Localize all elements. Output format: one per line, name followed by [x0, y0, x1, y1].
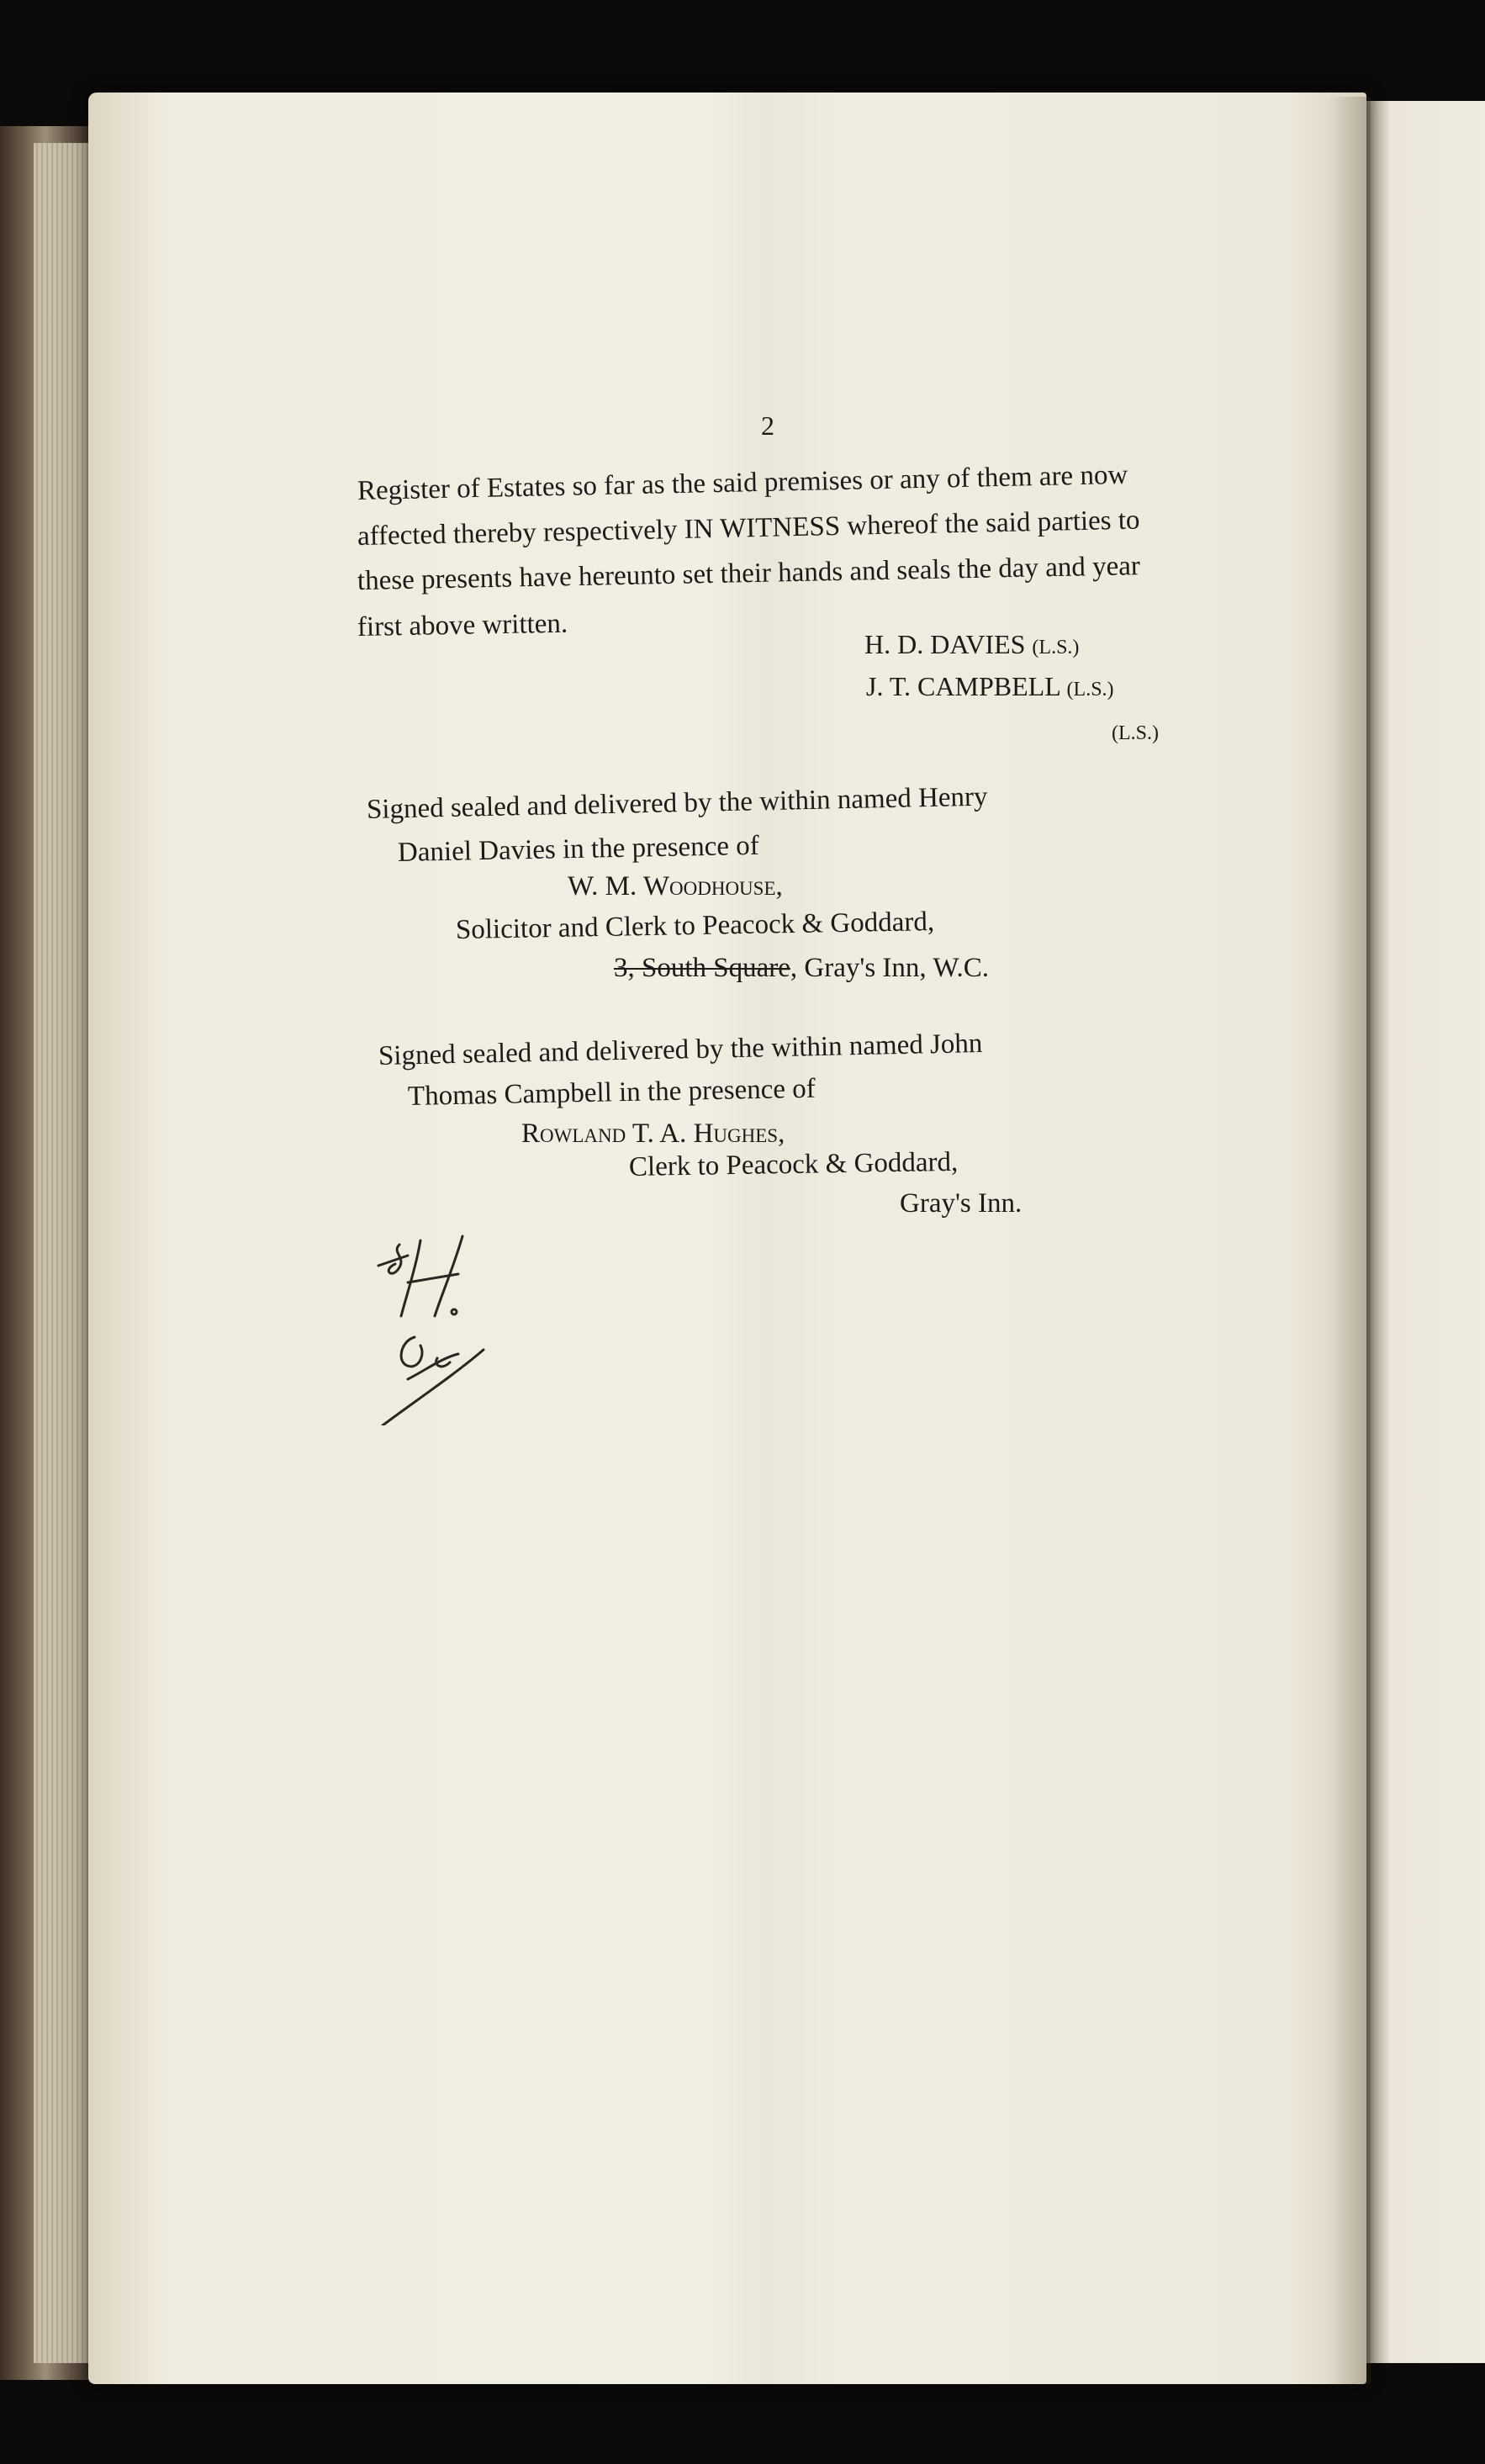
witness-1-role: Solicitor and Clerk to Peacock & Goddard,	[455, 907, 935, 945]
handwritten-initials	[374, 1232, 500, 1425]
paragraph-line-3: these presents have hereunto set their hands and seals the day and year	[357, 551, 1141, 596]
facing-page-edge	[1354, 101, 1485, 2363]
witness-1-address-struck: 3, South Square	[614, 953, 790, 983]
paragraph-line-4: first above written.	[357, 608, 568, 642]
witness-1-line-1: Signed sealed and delivered by the within named Henry	[366, 781, 988, 825]
paragraph-line-1: Register of Estates so far as the said premises or any of them are now	[357, 459, 1128, 506]
page-gutter-shadow	[1329, 97, 1371, 2384]
signatory-3-seal: (L.S.)	[1112, 722, 1159, 744]
witness-1-name: W. M. Woodhouse,	[568, 871, 783, 902]
witness-2-role: Clerk to Peacock & Goddard,	[628, 1146, 959, 1182]
signatory-2	[866, 673, 1114, 700]
page-number: 2	[761, 410, 774, 441]
witness-2-address: Gray's Inn.	[900, 1188, 1023, 1219]
signatory-2-seal: (L.S.)	[1066, 679, 1114, 701]
witness-1-address-text: , Gray's Inn, W.C.	[790, 953, 989, 983]
witness-1-address	[614, 954, 989, 982]
signatory-2-name: J. T. CAMPBELL	[866, 671, 1060, 701]
signatory-1-name: H. D. DAVIES	[864, 629, 1026, 659]
signatory-1	[864, 631, 1079, 658]
witness-2-line-2: Thomas Campbell in the presence of	[407, 1073, 816, 1112]
witness-1-line-2: Daniel Davies in the presence of	[397, 830, 760, 868]
document-page	[88, 93, 1366, 2384]
witness-2-line-1: Signed sealed and delivered by the within named John	[378, 1028, 983, 1071]
signatory-1-seal: (L.S.)	[1032, 637, 1080, 658]
signatory-3	[1112, 717, 1159, 745]
paragraph-line-2: affected thereby respectively IN WITNESS whereof the said parties to	[357, 505, 1140, 552]
witness-2-name: Rowland T. A. Hughes,	[521, 1118, 785, 1149]
